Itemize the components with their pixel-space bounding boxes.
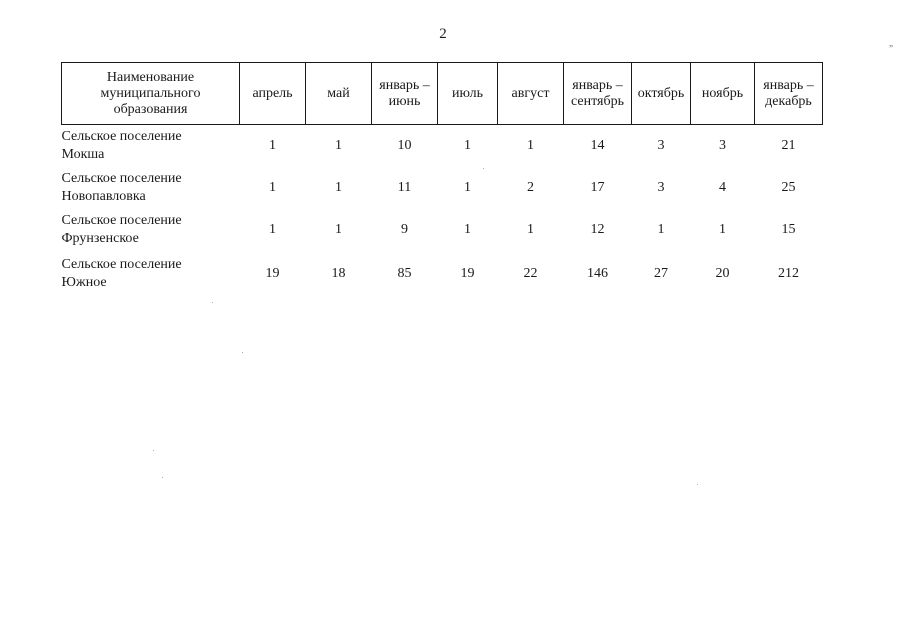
header-november: ноябрь [691, 63, 755, 125]
table-header-row [62, 63, 823, 125]
value-april: 1 [269, 222, 276, 237]
value-april: 19 [265, 266, 280, 281]
value-august: 2 [527, 180, 534, 195]
value-october: 3 [657, 180, 665, 195]
value-november: 1 [719, 222, 726, 237]
value-july: 1 [464, 222, 471, 237]
value-october: 3 [657, 138, 665, 153]
value-jan-jun: 11 [397, 180, 412, 195]
table-row [62, 167, 823, 209]
value-april: 1 [269, 138, 276, 153]
value-november: 20 [715, 266, 730, 281]
scan-speck [212, 302, 213, 303]
header-july: июль [438, 63, 498, 125]
value-april: 1 [269, 180, 276, 195]
table-row [62, 251, 823, 297]
municipality-name [62, 251, 240, 297]
header-line: январь – [379, 77, 430, 93]
value-jan-sep: 146 [587, 266, 608, 281]
municipality-name [62, 167, 240, 209]
value-may: 1 [335, 138, 342, 153]
value-july: 1 [464, 138, 471, 153]
value-july: 19 [460, 266, 475, 281]
table-row [62, 209, 823, 251]
value-jan-jun: 85 [397, 266, 412, 281]
value-jan-jun: 10 [397, 138, 412, 153]
header-august: август [498, 63, 564, 125]
value-july: 1 [464, 180, 471, 195]
header-line: январь – [572, 77, 623, 93]
header-may: май [306, 63, 372, 125]
name-line: Сельское поселение [61, 213, 182, 228]
value-august: 22 [523, 266, 538, 281]
value-jan-dec: 212 [778, 266, 799, 281]
scan-speck [153, 450, 154, 451]
value-august: 1 [527, 138, 534, 153]
name-line: Сельское поселение [61, 129, 182, 144]
header-april: апрель [240, 63, 306, 125]
data-table [61, 62, 823, 297]
header-line: сентябрь [571, 93, 624, 109]
value-october: 1 [657, 222, 665, 237]
header-jan-jun [372, 63, 438, 125]
name-line: Мокша [61, 147, 105, 162]
header-municipality [62, 63, 240, 125]
header-municipality-line: образования [113, 101, 188, 117]
municipality-name [62, 209, 240, 251]
scan-speck [162, 477, 163, 478]
value-jan-dec: 21 [781, 138, 796, 153]
scan-mark: „ [889, 38, 893, 48]
value-jan-sep: 12 [590, 222, 605, 237]
value-jan-jun: 9 [401, 222, 408, 237]
value-jan-sep: 17 [590, 180, 605, 195]
value-jan-dec: 15 [781, 222, 796, 237]
value-jan-sep: 14 [590, 138, 605, 153]
header-october: октябрь [632, 63, 691, 125]
value-august: 1 [527, 222, 534, 237]
header-line: январь – [763, 77, 814, 93]
name-line: Сельское поселение [61, 257, 182, 272]
value-october: 27 [654, 266, 668, 281]
value-jan-dec: 25 [781, 180, 796, 195]
header-jan-dec [755, 63, 823, 125]
name-line: Южное [61, 275, 107, 290]
table-row [62, 125, 823, 168]
value-november: 4 [719, 180, 726, 195]
municipality-name [62, 125, 240, 168]
page-number: 2 [439, 26, 447, 42]
scan-speck [697, 484, 698, 485]
scan-speck [483, 168, 484, 169]
value-may: 1 [335, 180, 342, 195]
value-may: 1 [335, 222, 342, 237]
header-municipality-line: муниципального [100, 85, 201, 101]
header-line: июнь [388, 93, 421, 109]
scan-speck [242, 352, 243, 353]
header-jan-sep [564, 63, 632, 125]
name-line: Новопавловка [61, 189, 146, 204]
header-municipality-line: Наименование [106, 69, 195, 85]
value-may: 18 [331, 266, 346, 281]
name-line: Фрунзенское [61, 231, 139, 246]
value-november: 3 [719, 138, 726, 153]
header-line: декабрь [765, 93, 812, 109]
name-line: Сельское поселение [61, 171, 182, 186]
